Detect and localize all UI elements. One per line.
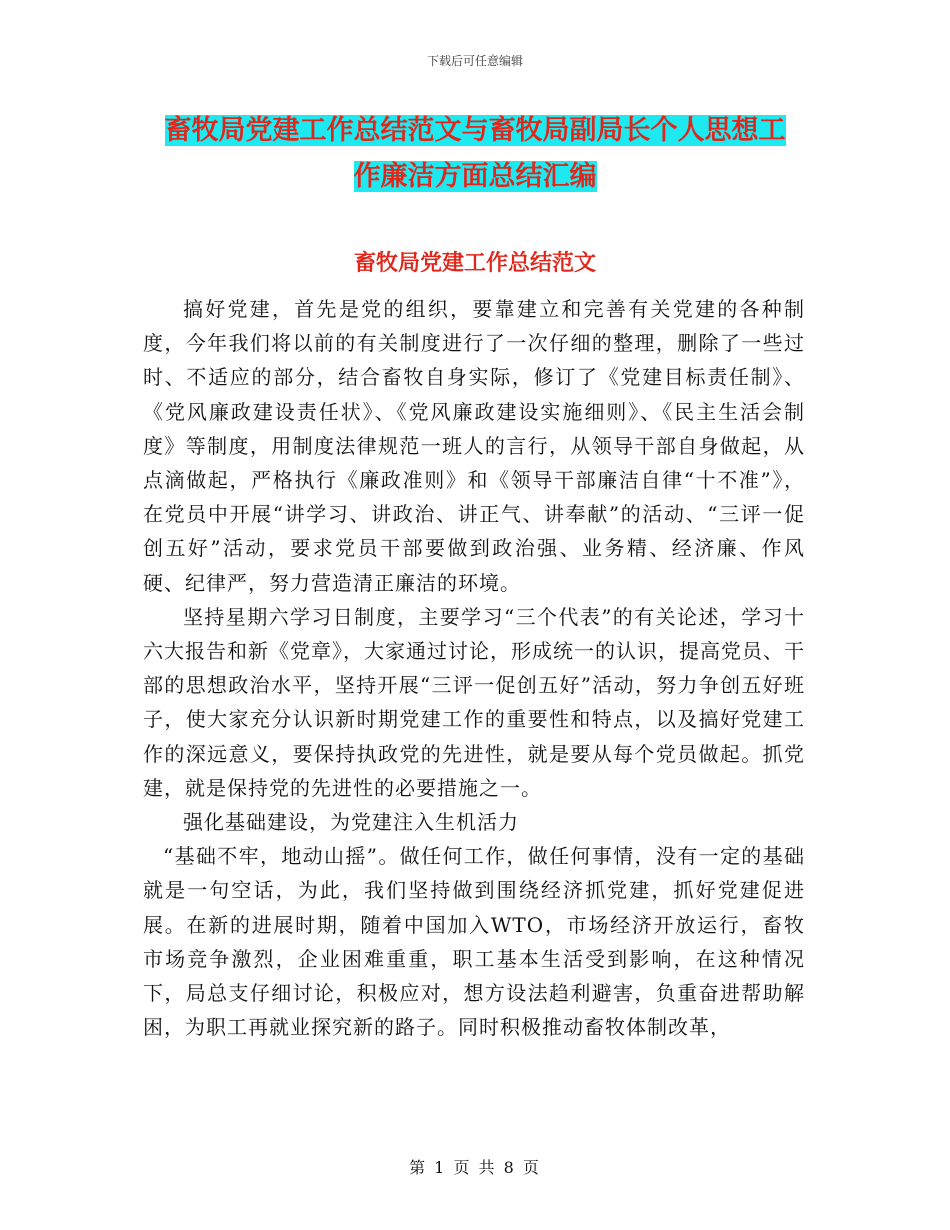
paragraph-1: 搞好党建，首先是党的组织，要靠建立和完善有关党建的各种制度，今年我们将以前的有关制度进行了一次仔细的整理，删除了一些过时、不适应的部分，结合畜牧自身实际，修订了《党建目标责任制》、《党风廉政建设责任状》、《党风廉政建设实施细则》、《民主生活会制度》等制度，用制度法律规范一班人的言行，从领导干部自身做起，从点滴做起，严格执行《廉政准则》和《领导干部廉洁自律“十不准”》，在党员中开展“讲学习、讲政治、讲正气、讲奉献”的活动、“三评一促创五好”活动，要求党员干部要做到政治强、业务精、经济廉、作风硬、纪律严，努力营造清正廉洁的环境。 [143,297,805,595]
body-text [143,292,805,1044]
document-title [150,108,800,200]
document-title-line-1: 畜牧局党建工作总结范文与畜牧局副局长个人思想工 [164,115,786,146]
section-title: 畜牧局党建工作总结范文 [353,251,596,276]
paragraph-4: “基础不牢，地动山摇”。做任何工作，做任何事情，没有一定的基础就是一句空话，为此，我们坚持做到围绕经济抓党建，抓好党建促进展。在新的进展时期，随着中国加入WTO，市场经济开放运行，畜牧市场竞争激烈，企业困难重重，职工基本生活受到影响，在这种情况下，局总支仔细讨论，积极应对，想方设法趋利避害，负重奋进帮助解困，为职工再就业探究新的路子。同时积极推动畜牧体制改革， [143,844,805,1040]
paragraph-2: 坚持星期六学习日制度，主要学习“三个代表”的有关论述，学习十六大报告和新《党章》，大家通过讨论，形成统一的认识，提高党员、干部的思想政治水平，坚持开展“三评一促创五好”活动，努力争创五好班子，使大家充分认识新时期党建工作的重要性和特点，以及搞好党建工作的深远意义，要保持执政党的先进性，就是要从每个党员做起。抓党建，就是保持党的先进性的必要措施之一。 [143,604,805,800]
paragraph-3: 强化基础建设，为党建注入生机活力 [183,810,519,835]
page-number: 第 1 页 共 8 页 [409,1158,541,1177]
header-note: 下载后可任意编辑 [426,54,523,68]
document-title-line-2: 作廉洁方面总结汇编 [353,161,597,192]
